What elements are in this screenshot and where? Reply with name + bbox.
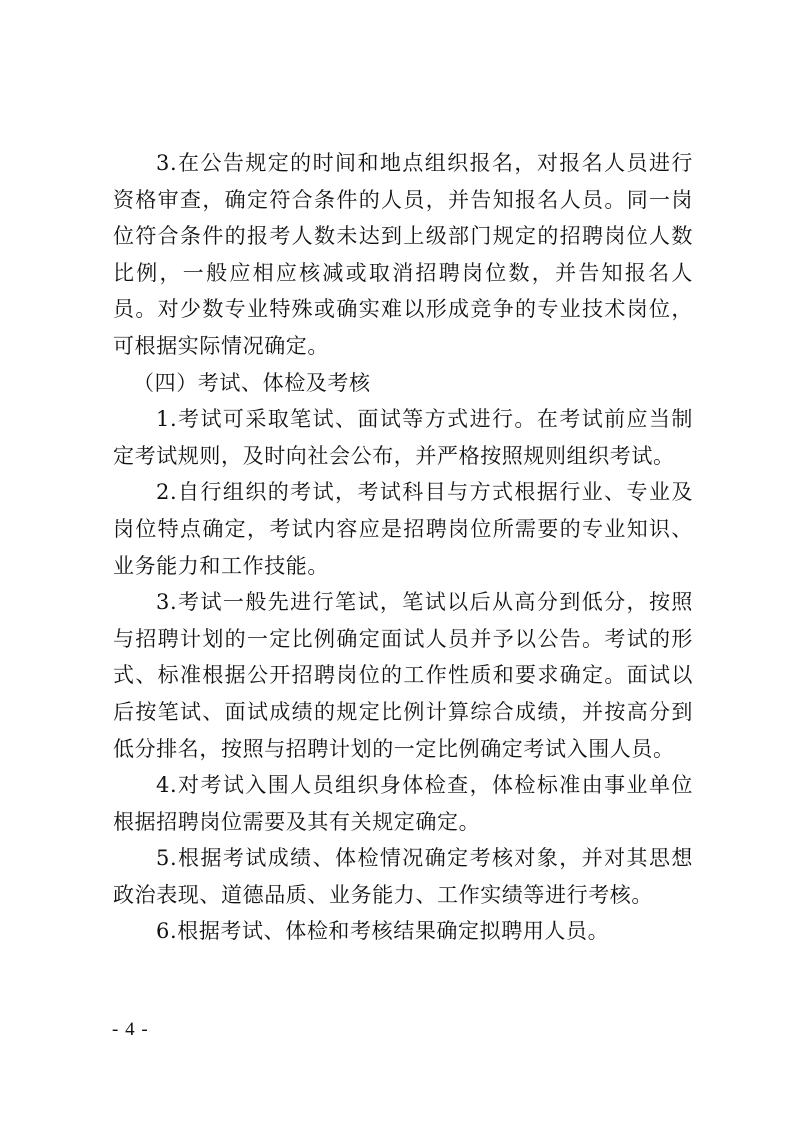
paragraph-exam-content: 2.自行组织的考试，考试科目与方式根据行业、专业及岗位特点确定，考试内容应是招聘岗位所需要的专业知识、业务能力和工作技能。 bbox=[113, 480, 693, 578]
paragraph-exam-process: 3.考试一般先进行笔试，笔试以后从高分到低分，按照与招聘计划的一定比例确定面试人员并予以公告。考试的形式、标准根据公开招聘岗位的工作性质和要求确定。面试以后按笔试、面试成绩的规定比例计算综合成绩，并按高分到低分排名，按照与招聘计划的一定比例确定考试入围人员。 bbox=[113, 590, 693, 761]
paragraph-registration: 3.在公告规定的时间和地点组织报名，对报名人员进行资格审查，确定符合条件的人员，并告知报名人员。同一岗位符合条件的报考人数未达到上级部门规定的招聘岗位人数比例，一般应相应核减或取消招聘岗位数，并告知报名人员。对少数专业特殊或确实难以形成竞争的专业技术岗位，可根据实际情况确定。 bbox=[113, 151, 693, 358]
page-number: - 4 - bbox=[112, 1019, 149, 1040]
paragraph-exam-methods: 1.考试可采取笔试、面试等方式进行。在考试前应当制定考试规则，及时向社会公布，并严格按照规则组织考试。 bbox=[113, 407, 693, 468]
paragraph-assessment: 5.根据考试成绩、体检情况确定考核对象，并对其思想政治表现、道德品质、业务能力、工作实绩等进行考核。 bbox=[113, 846, 693, 907]
document-body bbox=[113, 145, 693, 950]
section-heading-exam: （四）考试、体检及考核 bbox=[133, 370, 371, 395]
paragraph-final-candidates: 6.根据考试、体检和考核结果确定拟聘用人员。 bbox=[156, 919, 610, 944]
paragraph-physical-exam: 4.对考试入围人员组织身体检查，体检标准由事业单位根据招聘岗位需要及其有关规定确定。 bbox=[113, 773, 693, 834]
